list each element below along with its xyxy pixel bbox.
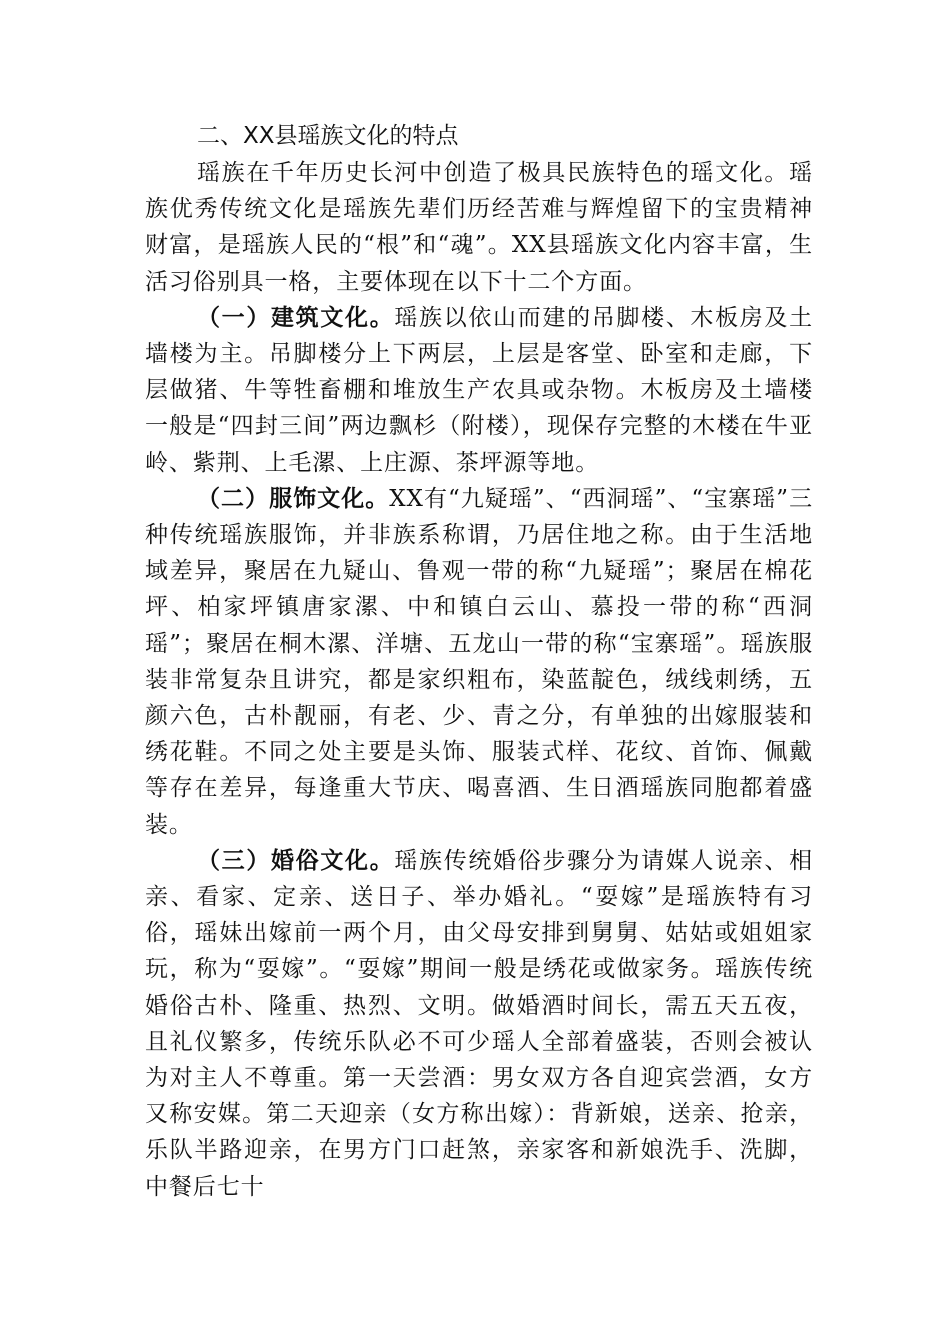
paragraph-lead: （三）婚俗文化。 [197,846,395,874]
paragraph-body: XX有“九疑瑶”、“西洞瑶”、“宝寨瑶”三种传统瑶族服饰，并非族系称谓，乃居住地之称。由于生活地域差异，聚居在九疑山、鲁观一带的称“九疑瑶”；聚居在棉花坪、柏家坪镇唐家漯、中和镇白云山、慕投一带的称“西洞瑶”；聚居在桐木漯、洋塘、五龙山一带的称“宝寨瑶”。瑶族服装非常复杂且讲究，都是家织粗布，染蓝靛色，绒线刺绣，五颜六色，古朴靓丽，有老、少、青之分，有单独的出嫁服装和绣花鞋。不同之处主要是头饰、服装式样、花纹、首饰、佩戴等存在差异，每逢重大节庆、喝喜酒、生日酒瑶族同胞都着盛装。 [145,485,813,838]
paragraph-body: 瑶族传统婚俗步骤分为请媒人说亲、相亲、看家、定亲、送日子、举办婚礼。“耍嫁”是瑶族特有习俗，瑶妹出嫁前一两个月，由父母安排到舅舅、姑姑或姐姐家玩，称为“耍嫁”。“耍嫁”期间一般是绣花或做家务。瑶族传统婚俗古朴、隆重、热烈、文明。做婚酒时间长，需五天五夜，且礼仪繁多，传统乐队必不可少瑶人全部着盛装，否则会被认为对主人不尊重。第一天尝酒：男女双方各自迎宾尝酒，女方又称安媒。第二天迎亲（女方称出嫁）：背新娘，送亲、抢亲，乐队半路迎亲，在男方门口赶煞，亲家客和新娘洗手、洗脚，中餐后七十 [145,847,813,1200]
document-body [145,118,813,1205]
paragraph-lead: （一）建筑文化。 [197,303,395,331]
paragraph-body: 瑶族以依山而建的吊脚楼、木板房及土墙楼为主。吊脚楼分上下两层，上层是客堂、卧室和走廊，下层做猪、牛等牲畜棚和堆放生产农具或杂物。木板房及土墙楼一般是“四封三间”两边飘杉（附楼），现保存完整的木楼在牛亚岭、紫荆、上毛漯、上庄源、茶坪源等地。 [145,304,813,476]
paragraph-lead: （二）服饰文化。 [197,484,390,512]
paragraph-architecture [145,300,813,481]
paragraph-marriage [145,843,813,1205]
section-heading: 二、XX县瑶族文化的特点 [197,123,459,149]
intro-paragraph: 瑶族在千年历史长河中创造了极具民族特色的瑶文化。瑶族优秀传统文化是瑶族先辈们历经苦难与辉煌留下的宝贵精神财富，是瑶族人民的“根”和“魂”。XX县瑶族文化内容丰富，生活习俗别具一格，主要体现在以下十二个方面。 [145,160,813,295]
paragraph-costume [145,481,813,843]
